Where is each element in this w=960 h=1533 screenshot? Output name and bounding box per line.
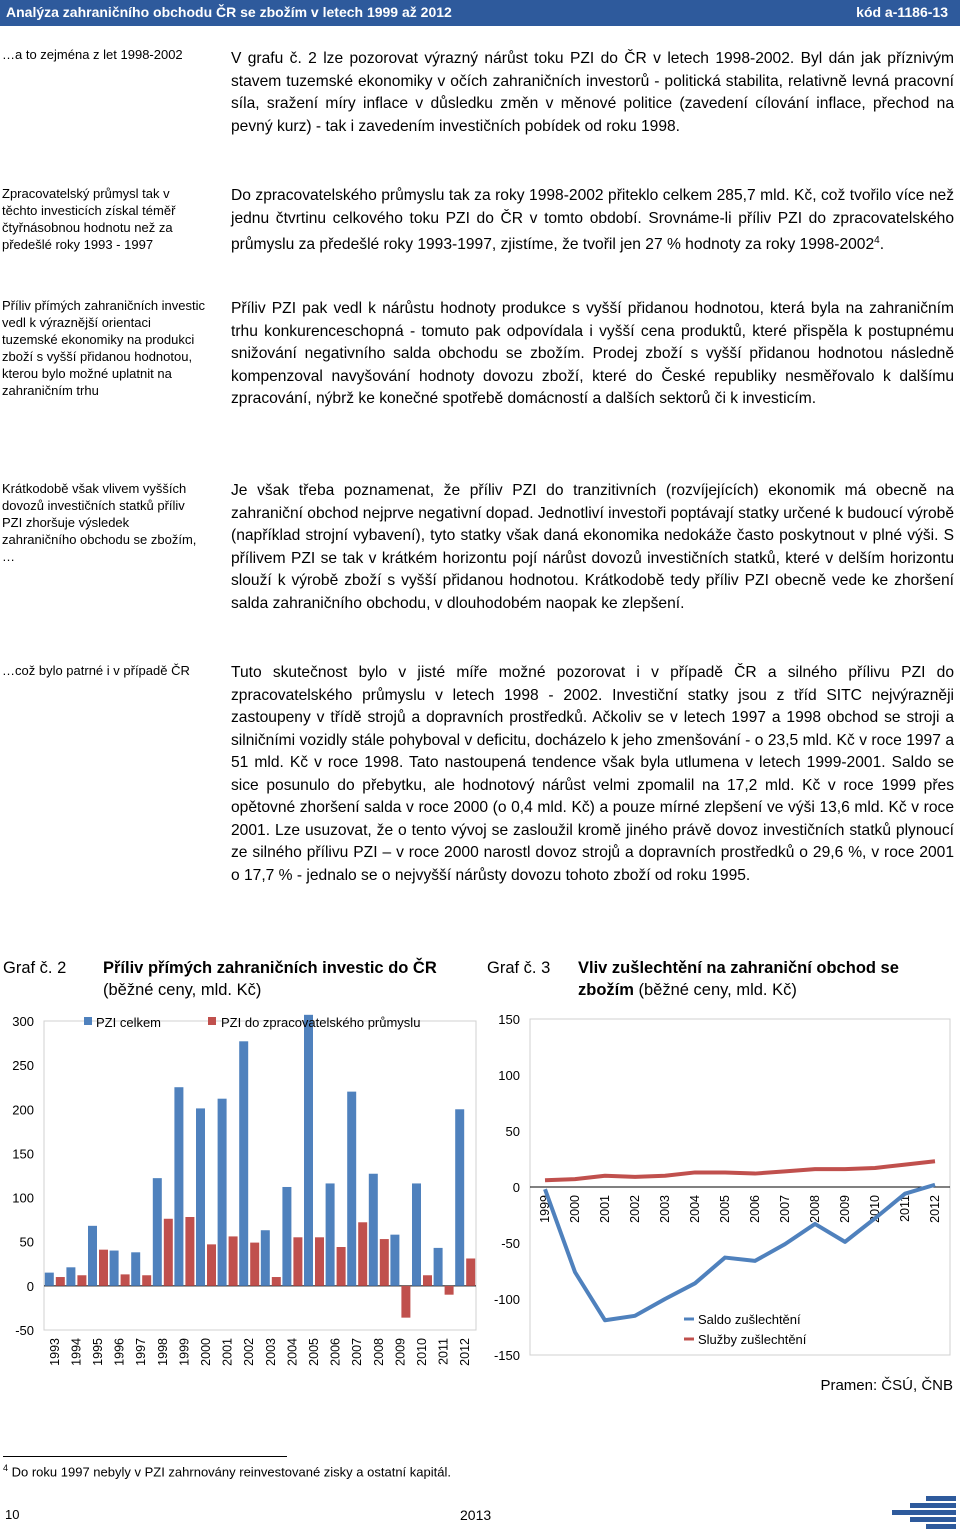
legend-label-pzi-total: PZI celkem — [96, 1015, 162, 1030]
bar-pzi-manufacturing — [56, 1277, 65, 1286]
x-tick-label: 2012 — [458, 1338, 473, 1366]
x-tick-label: 2001 — [598, 1195, 612, 1223]
bar-pzi-manufacturing — [337, 1247, 346, 1286]
x-tick-label: 2001 — [220, 1338, 235, 1366]
bar-pzi-manufacturing — [250, 1243, 259, 1286]
source-note: Pramen: ČSÚ, ČNB — [820, 1377, 953, 1394]
paragraph-1: V grafu č. 2 lze pozorovat výrazný nárůst toku PZI do ČR v letech 1998-2002. Byl dán jak příznivým stavem tuzemské ekonomiky v očích zahraničních investorů - politická stabilita, relativně levná pracovní síla, sražení míry inflace v důsledku změn v měnové politice (zavedení cílování inflace, přechod na pevný kurz) - tak i zavedením investičních pobídek od roku 1998. — [231, 50, 954, 135]
y-tick-label: 50 — [505, 1124, 520, 1139]
side-note-4: Krátkodobě však vlivem vyšších dovozů investičních statků příliv PZI zhoršuje výsledek zahraničního obchodu se zbožím, … — [2, 481, 197, 564]
footnote: $^4$ Do roku 1997 nebyly v PZI zahrnovány reinvestované zisky a ostatní kapitál. — [3, 1463, 451, 1480]
bar-pzi-total — [455, 1109, 464, 1286]
legend-label-saldo: Saldo zušlechtění — [698, 1312, 801, 1327]
bar-pzi-manufacturing — [99, 1250, 108, 1286]
csu-logo-icon — [880, 1496, 956, 1530]
bar-pzi-total — [174, 1087, 183, 1286]
bar-pzi-total — [304, 1015, 313, 1286]
bar-pzi-manufacturing — [142, 1275, 151, 1286]
x-tick-label: 2000 — [199, 1338, 213, 1366]
bar-pzi-manufacturing — [358, 1222, 367, 1286]
x-tick-label: 2003 — [263, 1338, 278, 1366]
y-tick-label: 200 — [12, 1102, 34, 1118]
graph2-label: Graf č. 2 — [3, 959, 67, 977]
bar-pzi-total — [261, 1230, 270, 1286]
y-tick-label: -50 — [15, 1323, 34, 1338]
bar-pzi-total — [110, 1251, 119, 1286]
bar-pzi-manufacturing — [121, 1274, 130, 1285]
x-tick-label: 1999 — [538, 1195, 552, 1223]
paragraph-2: Do zpracovatelského průmyslu tak za roky 1998-2002 přiteklo celkem 285,7 mld. Kč, což tvořilo více než jednu čtvrtinu celkového toku PZI do ČR v tomto období. Srovnáme-li příliv PZI do zpracovatelského průmyslu za předešlé roky 1993-1997, zjistíme, že tvořil jen 27 % hodnoty za roky 1998-2002$^4$. — [231, 187, 954, 254]
x-tick-label: 2010 — [415, 1338, 429, 1366]
legend-label-services: Služby zušlechtění — [698, 1332, 807, 1347]
graph3-chart — [486, 1005, 956, 1380]
paragraph-3: Příliv PZI pak vedl k nárůstu hodnoty produkce s vyšší přidanou hodnotou, která byla na zahraničním trhu konkurenceschopná - tomuto pak odpovídala i vyšší cena produktů, které přispěla k postupnému snižování negativního salda obchodu se zbožím. Prodej zboží s vyšší přidanou hodnotou následně kompenzoval navyšování hodnoty dovozu zboží, které do České republiky nesměřovalo k dalšímu zpracování, nýbrž ke konečné spotřebě domácností a dalších sektorů či k investicím. — [231, 300, 954, 407]
bar-pzi-total — [434, 1248, 443, 1286]
paragraph-5: Tuto skutečnost bylo v jisté míře možné pozorovat i v případě ČR a silného přílivu PZI do zpracovatelského průmyslu v letech 1998 - 2002. Investiční statky jsou z tříd SITC nejvýrazněji zastoupeny v třídě strojů a dopravních prostředků. Ačkoliv se v letech 1997 a 1998 obchod se stroji a silničními vozidly stále pohyboval v deficitu, docházelo k jeho zmenšování - o 23,5 mld. Kč v roce 1997 a 51 mld. Kč v roce 1998. Tato nastoupená tendence však byla utlumena v letech 1999-2001. Saldo se sice posunulo do přebytku, ale hodnotový nárůst velmi zpomalil na 17,2 mld. Kč v roce 1999 přes opětovné zhoršení salda v roce 2000 (o 0,4 mld. Kč) a pouze mírné zlepšení ve výši 13,6 mld. Kč v roce 2001. Lze usuzovat, že o tento vývoj se zasloužil kromě jiného právě dovoz investičních statků plynoucí ze silného přílivu PZI – v roce 2000 narostl dovoz strojů a dopravních prostředků o 29,6 %, v roce 2001 o 17,7 % - jednalo se o nejvyšší nárůsty dovozu tohoto zboží od roku 1995. — [231, 664, 954, 884]
bar-pzi-manufacturing — [315, 1237, 324, 1286]
y-tick-label: 50 — [19, 1234, 34, 1250]
legend-swatch-pzi-total — [84, 1017, 92, 1025]
bar-pzi-manufacturing — [466, 1258, 475, 1285]
y-tick-label: 300 — [12, 1014, 34, 1029]
bar-pzi-total — [412, 1183, 421, 1285]
side-note-5: …což bylo patrné i v případě ČR — [2, 663, 190, 678]
legend-label-pzi-manufacturing: PZI do zpracovatelského průmyslu — [221, 1015, 421, 1030]
x-tick-label: 2012 — [928, 1195, 942, 1223]
x-tick-label: 2002 — [242, 1338, 257, 1366]
bar-pzi-manufacturing — [164, 1219, 173, 1286]
bar-pzi-total — [239, 1041, 248, 1286]
document-title: Analýza zahraničního obchodu ČR se zbožím v letech 1999 až 2012 — [6, 4, 452, 20]
bar-pzi-total — [390, 1235, 399, 1286]
x-tick-label: 2009 — [393, 1338, 408, 1366]
x-tick-label: 2008 — [808, 1195, 822, 1223]
plot-area — [44, 1021, 476, 1330]
side-note-2: Zpracovatelský průmysl tak v těchto investicích získal téměř čtyřnásobnou hodnotu než za předešlé roky 1993 - 1997 — [2, 186, 176, 252]
x-tick-label: 1993 — [47, 1338, 62, 1366]
graph3-label: Graf č. 3 — [487, 959, 551, 977]
document-code: kód a-1186-13 — [856, 4, 948, 20]
bar-pzi-total — [282, 1187, 291, 1286]
x-tick-label: 2003 — [658, 1195, 672, 1223]
bar-pzi-manufacturing — [229, 1236, 238, 1285]
x-tick-label: 1998 — [155, 1338, 170, 1366]
x-tick-label: 2007 — [778, 1195, 792, 1223]
bar-pzi-total — [131, 1252, 140, 1286]
side-note-3: Příliv přímých zahraničních investic vedl k výraznější orientaci tuzemské ekonomiky na produkci zboží s vyšší přidanou hodnotou, kterou bylo možné uplatnit na zahraničním trhu — [2, 298, 206, 398]
bar-pzi-total — [88, 1226, 97, 1286]
graph3-title: Vliv zušlechtění na zahraniční obchod se zbožím (běžné ceny, mld. Kč) — [578, 959, 899, 999]
legend-swatch-pzi-manufacturing — [208, 1017, 216, 1025]
x-tick-label: 1996 — [112, 1338, 127, 1366]
y-tick-label: 150 — [12, 1146, 34, 1162]
bar-pzi-total — [196, 1108, 205, 1285]
graph2-chart — [0, 1005, 478, 1380]
x-tick-label: 1997 — [134, 1338, 149, 1366]
x-tick-label: 2004 — [688, 1195, 702, 1223]
bar-pzi-total — [218, 1099, 227, 1286]
y-tick-label: 100 — [498, 1068, 520, 1083]
y-tick-label: 0 — [512, 1180, 520, 1195]
y-tick-label: -50 — [501, 1236, 520, 1251]
x-tick-label: 2000 — [568, 1195, 582, 1223]
y-tick-label: 150 — [498, 1012, 520, 1027]
x-tick-label: 2008 — [371, 1338, 386, 1366]
footnote-divider — [3, 1456, 287, 1457]
x-tick-label: 2005 — [718, 1195, 732, 1223]
bar-pzi-total — [66, 1267, 75, 1286]
x-tick-label: 2011 — [436, 1338, 451, 1365]
bar-pzi-manufacturing — [423, 1275, 432, 1286]
bar-pzi-total — [326, 1183, 335, 1285]
bar-pzi-manufacturing — [401, 1286, 410, 1318]
y-tick-label: 100 — [12, 1190, 34, 1206]
footer-year: 2013 — [460, 1507, 492, 1523]
x-tick-label: 1994 — [69, 1338, 84, 1366]
y-tick-label: 0 — [26, 1278, 34, 1294]
y-tick-label: -150 — [493, 1348, 520, 1363]
bar-pzi-total — [153, 1178, 162, 1286]
bar-pzi-total — [45, 1273, 54, 1286]
bar-pzi-manufacturing — [207, 1244, 216, 1285]
x-tick-label: 2010 — [868, 1195, 882, 1223]
bar-pzi-manufacturing — [272, 1277, 281, 1286]
x-tick-label: 1999 — [177, 1338, 192, 1366]
y-tick-label: 250 — [12, 1058, 34, 1074]
paragraph-4: Je však třeba poznamenat, že příliv PZI do tranzitivních (rozvíjejících) ekonomik má obecně na zahraniční obchod nejprve negativní dopad. Jednotliví investoři poptávají statky určené k budoucí výrobě (například strojní vybavení), tyto statky však daná ekonomika nedokáže často poskytnout v plné výši. S přílivem PZI se tak v krátkém horizontu pojí nárůst dovozů investičních statků, které v delším horizontu slouží k výrobě zboží s vyšší přidanou hodnotou. Krátkodobě tedy příliv PZI obecně vede ke zhoršení salda zahraničního obchodu, v dlouhodobém naopak ke zlepšení. — [231, 482, 954, 612]
x-tick-label: 2002 — [628, 1195, 642, 1223]
bar-pzi-total — [347, 1092, 356, 1286]
x-tick-label: 2004 — [285, 1338, 300, 1366]
footnote-ref: 4 — [874, 235, 880, 246]
x-tick-label: 2005 — [307, 1338, 321, 1366]
bar-pzi-manufacturing — [77, 1275, 86, 1286]
bar-pzi-manufacturing — [185, 1217, 194, 1286]
page-header — [0, 0, 960, 26]
side-note-1: …a to zejména z let 1998-2002 — [2, 47, 183, 62]
x-tick-label: 2006 — [748, 1195, 762, 1223]
x-tick-label: 2007 — [350, 1338, 365, 1366]
page-number: 10 — [5, 1507, 20, 1522]
bar-pzi-manufacturing — [293, 1237, 302, 1286]
x-tick-label: 1995 — [91, 1338, 105, 1366]
x-tick-label: 2009 — [838, 1195, 852, 1223]
bar-pzi-manufacturing — [445, 1286, 454, 1295]
bar-pzi-manufacturing — [380, 1239, 389, 1286]
y-tick-label: -100 — [493, 1292, 520, 1307]
x-tick-label: 2011 — [898, 1195, 912, 1222]
bar-pzi-total — [369, 1174, 378, 1286]
x-tick-label: 2006 — [328, 1338, 343, 1366]
graph2-title: Příliv přímých zahraničních investic do ČR (běžné ceny, mld. Kč) — [103, 959, 437, 999]
